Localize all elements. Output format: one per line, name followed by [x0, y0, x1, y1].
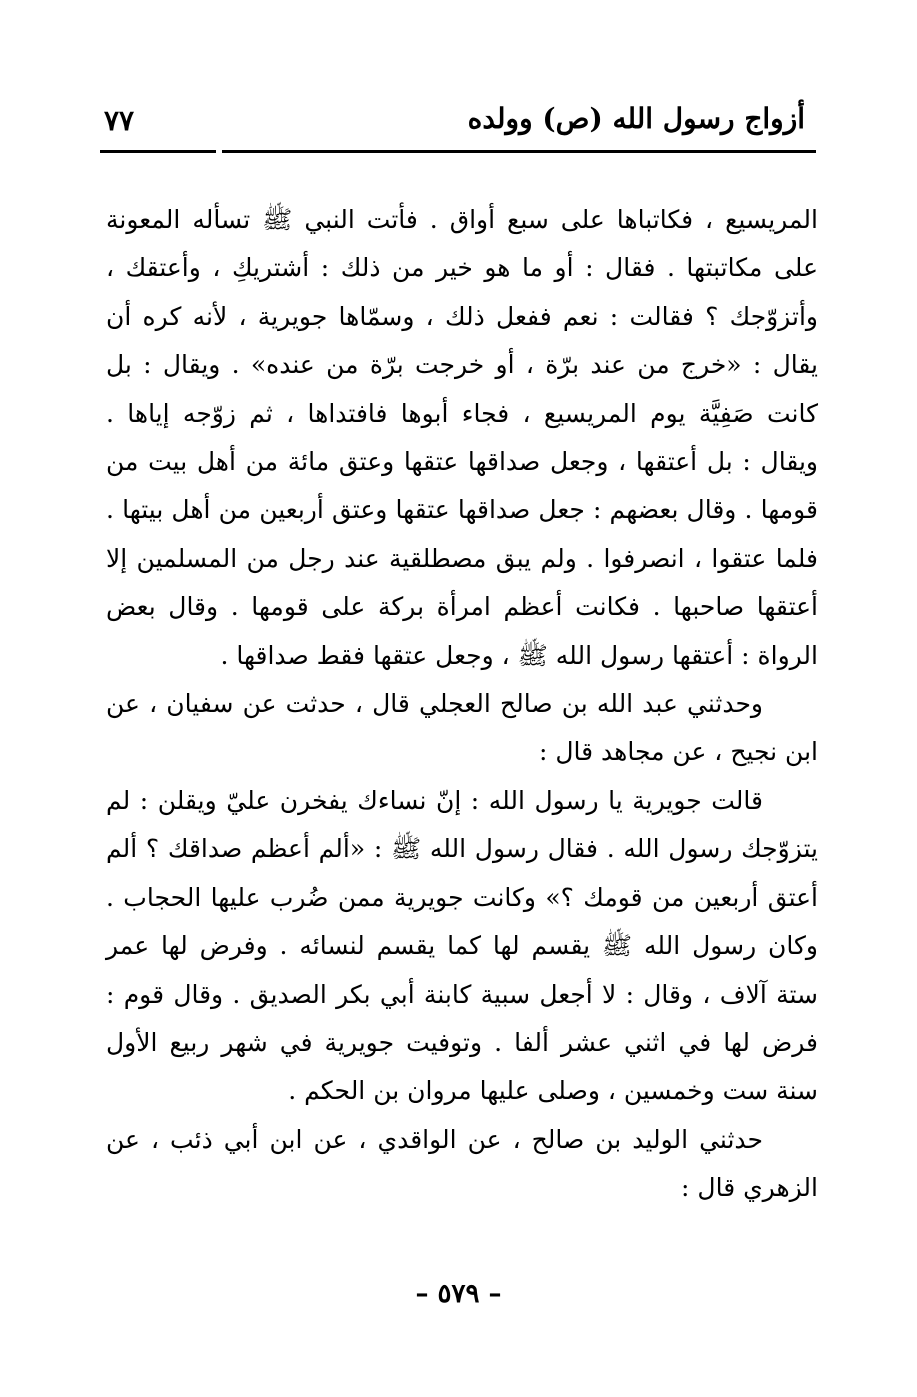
paragraph-2: وحدثني عبد الله بن صالح العجلي قال ، حدثت عن سفيان ، عن ابن نجيح ، عن مجاهد قال :: [106, 689, 818, 767]
paragraph-4: حدثني الوليد بن صالح ، عن الواقدي ، عن ابن أبي ذئب ، عن الزهري قال :: [106, 1124, 818, 1203]
header-rule-short: [100, 150, 216, 153]
running-header-title: أزواج رسول الله (ص) وولده: [467, 102, 805, 135]
paragraph-1: المريسيع ، فكاتباها على سبع أواق . فأتت النبي ﷺ تسأله المعونة على مكاتبتها . فقال : أو ما هو خير من ذلك : أشتريكِ ، وأعتقك ، وأتزوّجك ؟ فقالت : نعم ففعل ذلك ، وسمّاها جويرية ، لأنه كره أن يقال : «خرج من عند برّة ، أو خرجت برّة من عنده» . ويقال : بل كانت صَفِيَّة يوم المريسيع ، فجاء أبوها فافتداها ، ثم زوّجه إياها . ويقال : بل أعتقها ، وجعل صداقها عتقها وعتق مائة من أهل بيت من قومها . وقال بعضهم : جعل صداقها عتقها وعتق أربعين من أهل بيتها . فلما عتقوا ، انصرفوا . ولم يبق مصطلقية عند رجل من المسلمين إلا أعتقها صاحبها . فكانت أعظم امرأة بركة على قومها . وقال بعض الرواة : أعتقها رسول الله ﷺ ، وجعل عتقها فقط صداقها .: [106, 205, 818, 670]
paragraph-3: قالت جويرية يا رسول الله : إنّ نساءك يفخرن عليّ ويقلن : لم يتزوّجك رسول الله . فقال رسول الله ﷺ : «ألم أعظم صداقك ؟ ألم أعتق أربعين من قومك ؟» وكانت جويرية ممن ضُرب عليها الحجاب . وكان رسول الله ﷺ يقسم لها كما يقسم لنسائه . وفرض لها عمر ستة آلاف ، وقال : لا أجعل سبية كابنة أبي بكر الصديق . وقال قوم : فرض لها في اثني عشر ألفا . وتوفيت جويرية في شهر ربيع الأول سنة ست وخمسين ، وصلى عليها مروان بن الحكم .: [106, 785, 818, 1106]
body-text: [106, 196, 818, 1213]
header-page-number: ٧٧: [104, 104, 135, 137]
footer-page-number: – ٥٧٩ –: [415, 1279, 502, 1309]
header-rule: [222, 150, 816, 153]
